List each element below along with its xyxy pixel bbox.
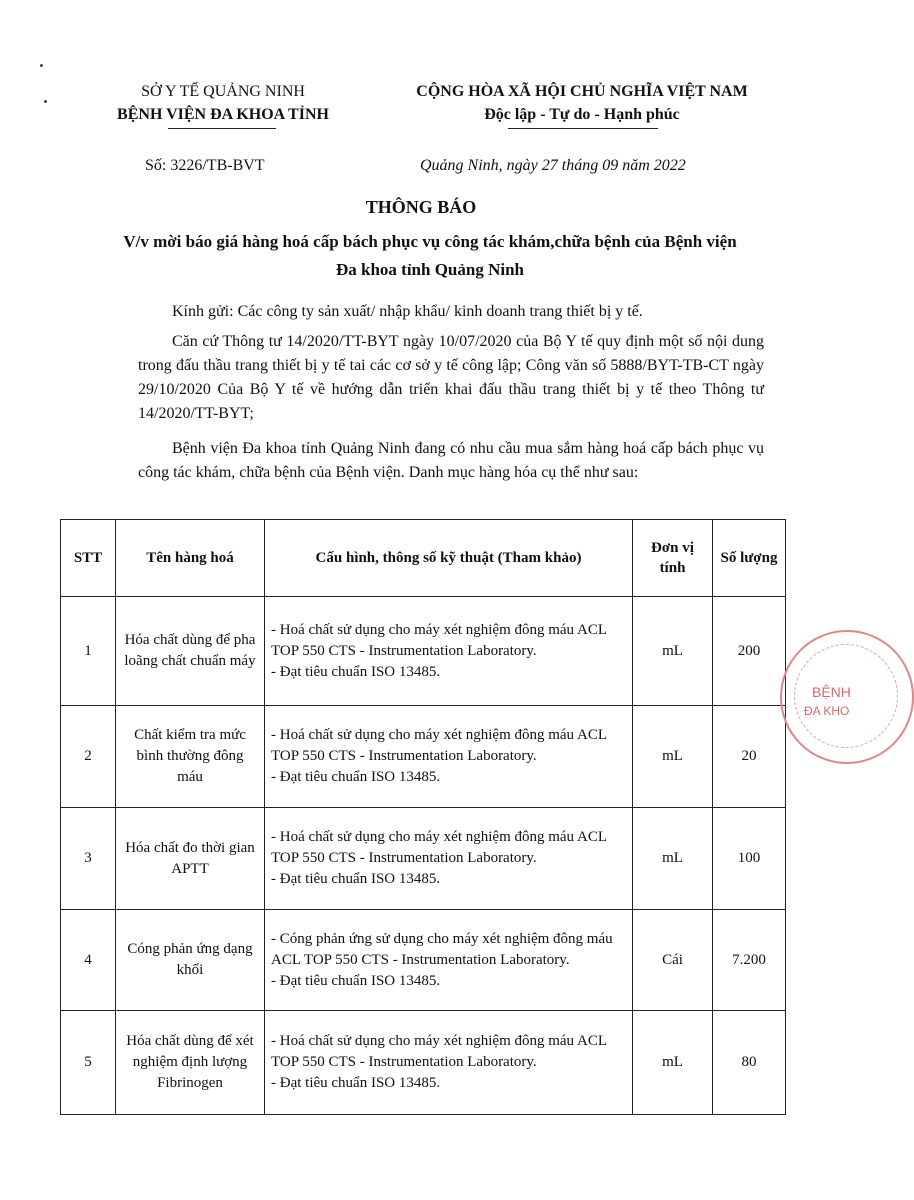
cell-unit: mL [633, 808, 713, 910]
doc-number: Số: 3226/TB-BVT [145, 157, 265, 174]
doc-title: THÔNG BÁO [365, 197, 477, 217]
cell-stt: 3 [61, 808, 116, 910]
cell-stt: 1 [61, 597, 116, 706]
cell-spec [265, 808, 633, 910]
spec-standard: - Đạt tiêu chuẩn ISO 13485. [271, 769, 441, 785]
col-header-name: Tên hàng hoá [116, 520, 265, 597]
col-header-spec: Cấu hình, thông số kỹ thuật (Tham khảo) [265, 520, 633, 597]
nation-name: CỘNG HÒA XÃ HỘI CHỦ NGHĨA VIỆT NAM [416, 83, 748, 100]
cell-unit: mL [633, 597, 713, 706]
header-right-rule [508, 128, 658, 129]
scan-speck [44, 100, 47, 103]
cell-qty: 200 [713, 597, 786, 706]
cell-qty: 100 [713, 808, 786, 910]
scan-speck [40, 64, 43, 67]
spec-text: - Hoá chất sử dụng cho máy xét nghiệm đông máu ACL TOP 550 CTS - Instrumentation Laboratory. [271, 829, 607, 866]
spec-text: - Hoá chất sử dụng cho máy xét nghiệm đông máu ACL TOP 550 CTS - Instrumentation Laboratory. [271, 727, 607, 764]
recipient-line: Kính gửi: Các công ty sản xuất/ nhập khẩu/ kinh doanh trang thiết bị y tế. [172, 303, 643, 320]
cell-name: Hóa chất đo thời gian APTT [116, 808, 265, 910]
table-row [61, 706, 786, 808]
stamp-text-line1: BỆNH [812, 684, 851, 700]
spec-standard: - Đạt tiêu chuẩn ISO 13485. [271, 663, 441, 680]
header-left-rule [168, 128, 276, 129]
spec-standard: - Đạt tiêu chuẩn ISO 13485. [271, 972, 441, 989]
cell-name: Hóa chất dùng để pha loãng chất chuẩn máy [116, 597, 265, 706]
col-header-stt: STT [61, 520, 116, 597]
spec-text: - Cóng phản ứng sử dụng cho máy xét nghiệm đông máu ACL TOP 550 CTS - Instrumentation Laboratory. [271, 930, 613, 968]
cell-name: Hóa chất dùng để xét nghiệm định lượng Fibrinogen [116, 1011, 265, 1115]
cell-qty: 20 [713, 706, 786, 808]
cell-spec [265, 706, 633, 808]
stamp-text-line2: ĐA KHO [804, 704, 850, 718]
spec-standard: - Đạt tiêu chuẩn ISO 13485. [271, 1075, 441, 1091]
goods-table [60, 519, 786, 1115]
header-left [88, 80, 358, 126]
legal-basis-paragraph: Căn cứ Thông tư 14/2020/TT-BYT ngày 10/07/2020 của Bộ Y tế quy định một số nội dung trong đấu thầu trang thiết bị y tế tai các cơ sở y tế công lập; Công văn số 5888/BYT-TB-CT ngày 29/10/2020 Của Bộ Y tế về hướng dẫn triển khai đấu thầu trang thiết bị y tế theo Thông tư 14/2020/TT-BYT; [138, 333, 764, 422]
org-name: SỞ Y TẾ QUẢNG NINH [141, 83, 305, 100]
cell-unit: Cái [633, 910, 713, 1011]
table-row [61, 597, 786, 706]
red-stamp [780, 630, 914, 764]
table-row [61, 1011, 786, 1115]
cell-stt: 2 [61, 706, 116, 808]
cell-spec [265, 597, 633, 706]
cell-qty: 7.200 [713, 910, 786, 1011]
doc-subtitle: V/v mời báo giá hàng hoá cấp bách phục vụ công tác khám,chữa bệnh của Bệnh viện Đa khoa tỉnh Quảng Ninh [123, 232, 737, 279]
cell-spec [265, 1011, 633, 1115]
doc-date: Quảng Ninh, ngày 27 tháng 09 năm 2022 [420, 157, 686, 174]
cell-name: Chất kiểm tra mức bình thường đông máu [116, 706, 265, 808]
spec-text: - Hoá chất sử dụng cho máy xét nghiệm đông máu ACL TOP 550 CTS - Instrumentation Laboratory. [271, 621, 607, 659]
org-sub-name: BỆNH VIỆN ĐA KHOA TỈNH [117, 106, 329, 123]
cell-stt: 5 [61, 1011, 116, 1115]
col-header-unit: Đơn vị tính [633, 520, 713, 597]
cell-unit: mL [633, 706, 713, 808]
cell-qty: 80 [713, 1011, 786, 1115]
table-header-row [61, 520, 786, 597]
motto: Độc lập - Tự do - Hạnh phúc [484, 106, 680, 123]
spec-standard: - Đạt tiêu chuẩn ISO 13485. [271, 871, 441, 887]
col-header-qty: Số lượng [713, 520, 786, 597]
intro-paragraph: Bệnh viện Đa khoa tỉnh Quảng Ninh đang có nhu cầu mua sắm hàng hoá cấp bách phục vụ công tác khám, chữa bệnh của Bệnh viện. Danh mục hàng hóa cụ thể như sau: [138, 440, 764, 481]
spec-text: - Hoá chất sử dụng cho máy xét nghiệm đông máu ACL TOP 550 CTS - Instrumentation Laboratory. [271, 1033, 607, 1070]
cell-unit: mL [633, 1011, 713, 1115]
table-row [61, 808, 786, 910]
table-row [61, 910, 786, 1011]
cell-stt: 4 [61, 910, 116, 1011]
cell-name: Cóng phản ứng dạng khối [116, 910, 265, 1011]
header-right [382, 80, 782, 126]
cell-spec [265, 910, 633, 1011]
